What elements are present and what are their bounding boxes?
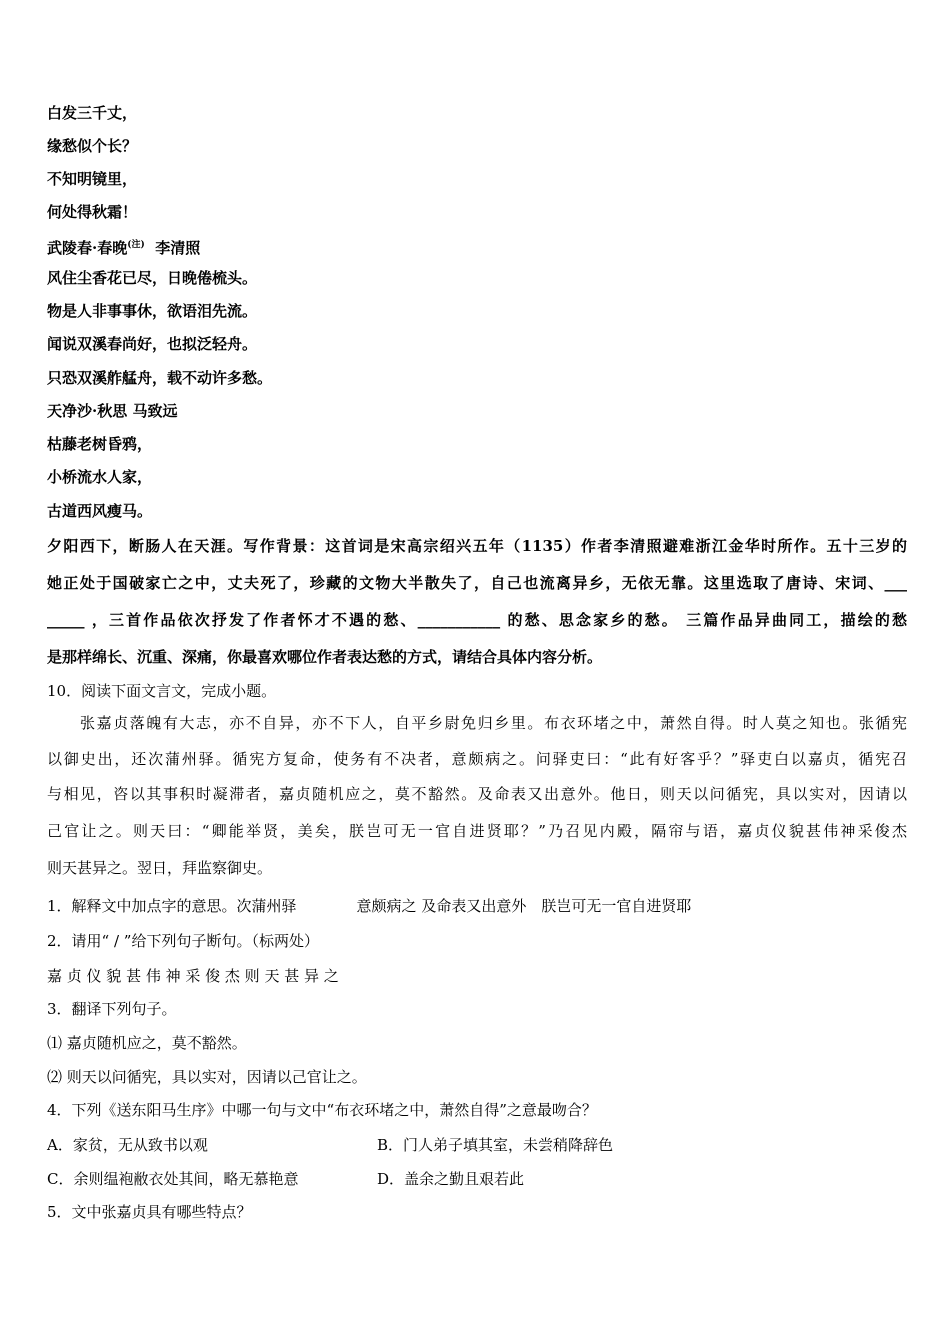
poem-line: 古道西风瘦马。: [47, 502, 153, 520]
poem-line: 何处得秋霜！: [47, 203, 138, 221]
option-d: D．盖余之勤且艰若此: [377, 1170, 525, 1188]
option-b: B．门人弟子填其室，未尝稍降辞色: [377, 1136, 614, 1154]
para-line: 她正处于国破家亡之中，丈夫死了，珍藏的文物大半散失了，自己也流离异乡，无依无靠。这里选取了唐诗、宋词、___: [47, 574, 907, 592]
note-mark: (注): [127, 240, 145, 250]
option-c: C．余则缊袍敝衣处其间，略无慕艳意: [47, 1170, 299, 1188]
poem-line: 缘愁似个长？: [47, 137, 138, 155]
question-5: 5．文中张嘉贞具有哪些特点？: [47, 1203, 252, 1221]
poem-title: 天净沙·秋思 马致远: [47, 402, 178, 420]
passage-line: 则天甚异之。翌日，拜监察御史。: [47, 859, 273, 877]
para-line: _____ ，三首作品依次抒发了作者怀才不遇的愁、___________ 的愁、思念家乡的愁。 三篇作品异曲同工，描绘的愁: [47, 611, 907, 629]
poem-line: 只恐双溪舴艋舟，载不动许多愁。: [47, 369, 273, 387]
poem-line: 白发三千丈，: [47, 104, 138, 122]
passage-line: 与相见，咨以其事积时凝滞者，嘉贞随机应之，莫不豁然。及命表又出意外。他日，则天以问循宪，具以实对，因请以: [47, 785, 907, 803]
sentence: ⑵ 则天以问循宪，具以实对，因请以己官让之。: [47, 1068, 367, 1086]
sentence: ⑴ 嘉贞随机应之，莫不豁然。: [47, 1034, 247, 1052]
poem-line: 不知明镜里，: [47, 170, 138, 188]
poem-line: 小桥流水人家，: [47, 468, 153, 486]
passage-line: 以御史出，还次蒲州驿。循宪方复命，使务有不决者，意颇病之。问驿吏曰：“此有好客乎？”驿吏白以嘉贞，循宪召: [47, 750, 907, 768]
para-line: 夕阳西下，断肠人在天涯。写作背景：这首词是宋高宗绍兴五年（1135）作者李清照避难浙江金华时所作。五十三岁的: [47, 537, 907, 555]
question: 2．请用“ / ”给下列句子断句。（标两处）: [47, 932, 319, 950]
poem-line: 枯藤老树昏鸦，: [47, 435, 153, 453]
poem-line: 闻说双溪春尚好，也拟泛轻舟。: [47, 335, 258, 353]
poem-author: 李清照: [155, 239, 201, 257]
question: 4．下列《送东阳马生序》中哪一句与文中“布衣环堵之中，萧然自得”之意最吻合？: [47, 1101, 597, 1119]
para-line: 是那样绵长、沉重、深痛，你最喜欢哪位作者表达愁的方式，请结合具体内容分析。: [47, 648, 603, 666]
question: 1．解释文中加点字的意思。次蒲州驿 意颇病之 及命表又出意外 朕岂可无一官自进贤耶: [47, 897, 692, 915]
poem-title: [47, 235, 200, 258]
question-10: 10．阅读下面文言文，完成小题。: [47, 682, 277, 700]
sentence: 嘉 贞 仪 貌 甚 伟 神 采 俊 杰 则 天 甚 异 之: [47, 967, 339, 985]
poem-line: 物是人非事事休，欲语泪先流。: [47, 302, 258, 320]
question: 3．翻译下列句子。: [47, 1000, 177, 1018]
poem-line: 风住尘香花已尽，日晚倦梳头。: [47, 269, 258, 287]
option-a: A．家贫，无从致书以观: [47, 1136, 208, 1154]
passage-line: 己官让之。则天曰：“卿能举贤，美矣，朕岂可无一官自进贤耶？”乃召见内殿，隔帘与语，嘉贞仪貌甚伟神采俊杰: [47, 822, 907, 840]
passage-line: 张嘉贞落魄有大志，亦不自异，亦不下人，自平乡尉免归乡里。布衣环堵之中，萧然自得。时人莫之知也。张循宪: [80, 714, 907, 732]
poem-title-text: 武陵春·春晚: [47, 239, 128, 257]
